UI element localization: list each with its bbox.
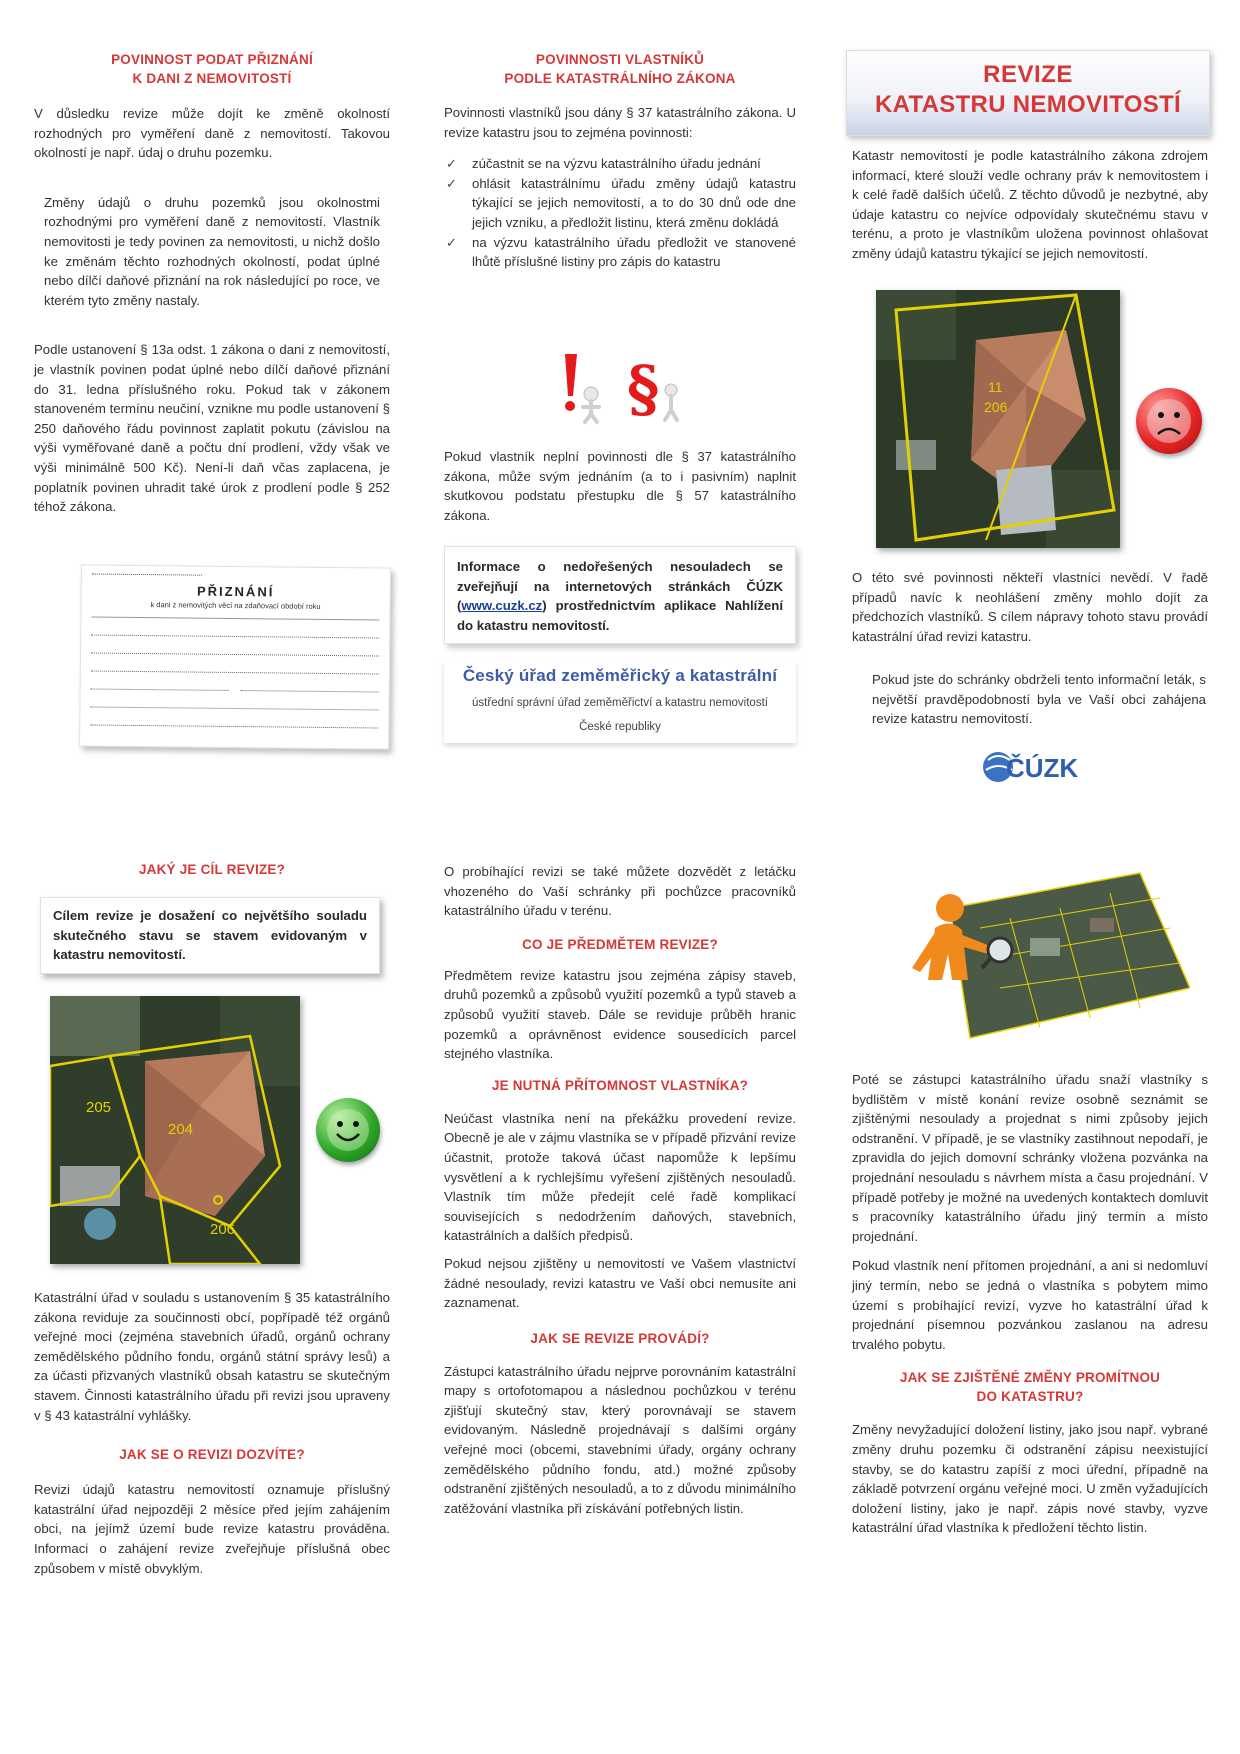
tax-form-image <box>79 564 391 749</box>
goal-box <box>40 897 380 974</box>
organization-block <box>444 660 796 743</box>
paragraph: Pokud nejsou zjištěny u nemovitostí ve Vašem vlastnictví žádné nesoulady, revizi katastru ve Vaší obci nemusíte ani zaznamenat. <box>444 1255 796 1311</box>
paragraph: Změny nevyžadující doložení listiny, jako jsou např. vybrané změny druhu pozemku či odstranění zápisu neexistující stavby, se do katastru zapíší z moci úřední, případně na základě potvrzení orgánu veřejné moci. U změn vyžadujících doložení listiny, jako je např. zápis nové stavby, vyzve katastrální úřad vlastníka k předložení těchto listin. <box>852 1422 1208 1536</box>
sad-smiley-icon <box>1136 388 1202 454</box>
parcel-label: 206 <box>984 399 1008 415</box>
section-heading-owner-duties: POVINNOSTI VLASTNÍKŮ PODLE KATASTRÁLNÍHO ZÁKONA <box>504 52 736 86</box>
info-box: Informace o nedořešených nesouladech se zveřejňují na internetových stránkách ČÚZK (www.cuzk.cz) prostřednictvím aplikace Nahlížení do katastru nemovitostí. <box>444 546 796 644</box>
top-right-lower <box>852 568 1208 646</box>
cuzk-link[interactable]: www.cuzk.cz <box>461 598 543 614</box>
paragraph: O probíhající revizi se také můžete dozvědět z letáčku vhozeného do Vaší schránky při pochůzce pracovníků katastrálního úřadu v terénu. <box>444 864 796 919</box>
section-heading-changes: JAK SE ZJIŠTĚNÉ ZMĚNY PROMÍTNOU DO KATASTRU? <box>899 1370 1161 1405</box>
top-middle-column <box>444 50 796 272</box>
title-line-1: REVIZE <box>983 61 1073 88</box>
paragraph: Pokud vlastník neplní povinnosti dle § 37 katastrálního zákona, může svým jednáním (a to i pasivním) naplnit skutkovou podstatu přestupku dle § 57 katastrálního zákona. <box>444 449 796 523</box>
parcel-label: 204 <box>168 1121 194 1138</box>
paragraph: V důsledku revize může dojít ke změně okolností rozhodných pro vyměření daně z nemovitostí. Takovou okolností je např. údaj o druhu pozemku. <box>34 106 390 161</box>
parcel-label: 206 <box>210 1221 236 1238</box>
top-left-column <box>34 50 390 517</box>
logo-text: ČÚZK <box>1006 753 1079 783</box>
organization-country: České republiky <box>579 721 661 733</box>
paragraph: Zástupci katastrálního úřadu nejprve porovnáním katastrální mapy s ortofotomapou a následnou pochůzkou v terénu zjišťují skutečný stav, který porovnávají se stavem evidovaným. Následně projednávají s dalšími orgány veřejné moci (obcemi, stavebními úřady, orgány ochrany zemědělského půdního fondu, atd.) možné způsoby odstranění zjištěných nesouladů, a to z důvodu minimálního zatěžování vlastníka při získávání potřebných listin. <box>444 1363 796 1516</box>
aerial-photo-correct <box>50 996 300 1264</box>
bottom-left-lower <box>34 1288 390 1578</box>
paragraph: Katastr nemovitostí je podle katastrálního zákona zdrojem informací, které slouží vedle ochrany práv k nemovitostem i k celé řadě dalších účelů. Z těchto důvodů je nezbytné, aby údaje katastru co nejvíce odpovídaly skutečnému stavu v terénu, a proto je vlastníkům uložena povinnost ohlašovat změny údajů katastru týkající se jejich nemovitostí. <box>852 148 1208 261</box>
paragraph-sign-icon <box>625 352 685 424</box>
goal-text: Cílem revize je dosažení co největšího souladu skutečného stavu se stavem evidovaným v katastru nemovitostí. <box>53 908 367 963</box>
form-subtitle: k dani z nemovitých věcí na zdaňovací období roku <box>150 600 321 611</box>
organization-name: Český úřad zeměměřický a katastrální <box>462 666 778 685</box>
section-heading-presence: JE NUTNÁ PŘÍTOMNOST VLASTNÍKA? <box>491 1077 749 1093</box>
svg-text:§: § <box>627 352 660 424</box>
title-line-2: KATASTRU NEMOVITOSTÍ <box>875 91 1181 118</box>
paragraph: Poté se zástupci katastrálního úřadu snaží vlastníky s bydlištěm v místě konání revize osobně seznámit se zjištěnými nesoulady a projednat s nimi způsoby jejich odstranění. V případě, je se vlastníky zastihnout nepodaří, je zpravidla do jejich domovní schránky vložena pozvánka na projednání nesouladu s návrhem místa a času projednání. V případě potřeby je možné na uvedených kontaktech domluvit s pracovníky katastrálního úřadu jiný termín a místo projednání. <box>852 1072 1208 1244</box>
form-title: PŘIZNÁNÍ <box>196 583 275 600</box>
bottom-right-column <box>852 1070 1208 1538</box>
brochure-title-banner <box>846 50 1210 136</box>
paragraph: Podle ustanovení § 13a odst. 1 zákona o dani z nemovitostí, je vlastník povinen podat úplné nebo dílčí daňové přiznání do 31. ledna příslušného roku. Pokud tak v zákonem stanoveném termínu neučiní, vznikne mu podle ustanovení § 250 daňového řádu povinnost zaplatit pokutu (závislou na výši vyměřované daně a počtu dní prodlení, vždy však ve výši minimálně 500 Kč). Není-li daň včas zaplacena, je poplatník povinen uhradit také úrok z prodlení podle § 252 téhož zákona. <box>34 342 390 515</box>
aerial-photo-incorrect <box>876 290 1120 548</box>
parcel-label: 11 <box>988 379 1003 395</box>
paragraph: Pokud jste do schránky obdrželi tento informační leták, s největší pravděpodobností byla ve Vaší obci zahájena revize katastru nemovitostí. <box>872 672 1206 727</box>
section-heading-tax-return: POVINNOST PODAT PŘIZNÁNÍ K DANI Z NEMOVITOSTÍ <box>111 52 313 86</box>
inspector-illustration <box>890 868 1190 1058</box>
paragraph: Pokud vlastník není přítomen projednání, a ani si nedomluví jiný termín, nebo se jedná o vlastníka s pobytem mimo území s probíhající revizí, vyzve ho katastrální úřad k projednání písemnou pozvánkou zaslanou na adresu trvalého pobytu. <box>852 1258 1208 1352</box>
top-right-column <box>852 146 1208 264</box>
bottom-left-column <box>34 860 390 879</box>
warning-icon <box>555 350 610 425</box>
parcel-label: 205 <box>86 1099 112 1116</box>
paragraph: Neúčast vlastníka není na překážku provedení revize. Obecně je ale v zájmu vlastníka se v případě přizvání revize účastnit, protože taková účast napomůže k lepšímu vysvětlení a k rychlejšímu vyřešení zjištěných nesouladů. Vlastník tím může předejít celé řadě komplikací souvisejících s nedodržením daňových, stavebních, katastrálních a dalších předpisů. <box>444 1110 796 1244</box>
list-item: ✓ zúčastnit se na výzvu katastrálního úřadu jednání <box>444 154 796 174</box>
top-right-notice <box>872 670 1206 729</box>
cuzk-logo <box>980 748 1090 786</box>
list-item: ✓ ohlásit katastrálnímu úřadu změny údajů katastru týkající se jejich nemovitostí, a to do 30 dnů ode dne jejich vzniku, a předložit listinu, která změnu dokládá <box>444 174 796 233</box>
section-heading-goal: JAKÝ JE CÍL REVIZE? <box>138 862 286 877</box>
section-heading-how-learn: JAK SE O REVIZI DOZVÍTE? <box>119 1447 305 1463</box>
list-item: ✓ na výzvu katastrálního úřadu předložit ve stanovené lhůtě příslušné listiny pro zápis do katastru <box>444 233 796 272</box>
section-heading-how-done: JAK SE REVIZE PROVÁDÍ? <box>530 1330 710 1346</box>
section-heading-subject: CO JE PŘEDMĚTEM REVIZE? <box>522 936 718 952</box>
paragraph: Změny údajů o druhu pozemků jsou okolnostmi rozhodnými pro vyměření daně z nemovitostí. Vlastník nemovitosti je tedy povinen za nemovitosti, u nichž došlo ke změnám těchto rozhodných okolností, podat úplné nebo dílčí daňové přiznání na rok následující po roce, ve kterém tyto změny nastaly. <box>44 194 380 308</box>
happy-smiley-icon <box>316 1098 380 1162</box>
organization-subtitle: ústřední správní úřad zeměměřictví a katastru nemovitostí <box>472 697 768 709</box>
paragraph: Předmětem revize katastru jsou zejména zápisy staveb, druhů pozemků a způsobů využití pozemků a typů staveb a způsobů využití staveb. Dále se reviduje průběh hranic pozemků a oprávněnost evidence sousedících parcel stejného vlastníka. <box>444 967 796 1062</box>
bottom-middle-column <box>444 862 796 1518</box>
paragraph: Revizi údajů katastru nemovitostí oznamuje příslušný katastrální úřad nejpozději 2 měsíce před jejím zahájením obci, na jejímž území bude revize katastru prováděna. Informaci o zahájení revize zveřejňuje příslušná obec způsobem v místě obvyklým. <box>34 1482 390 1576</box>
paragraph: Katastrální úřad v souladu s ustanovením § 35 katastrálního zákona reviduje za součinnosti obcí, popřípadě též orgánů veřejné moci (zejména stavebních úřadů, orgánů ochrany zemědělského půdního fondu, orgánů státní správy lesů) a za účasti přizvaných vlastníků obsah katastru se skutečným stavem. Činnosti katastrálního úřadu při revizi jsou upraveny v § 43 katastrální vyhlášky. <box>34 1290 390 1423</box>
paragraph: Povinnosti vlastníků jsou dány § 37 katastrálního zákona. U revize katastru jsou to zejména povinnosti: <box>444 105 796 140</box>
duty-list <box>444 154 796 272</box>
top-middle-lower <box>444 447 796 525</box>
paragraph: O této své povinnosti někteří vlastníci nevědí. V řadě případů navíc k neohlášení změny mohlo dojít za předchozích vlastníků. S cílem nápravy tohoto stavu provádí katastrální úřad revizi katastru. <box>852 570 1208 644</box>
